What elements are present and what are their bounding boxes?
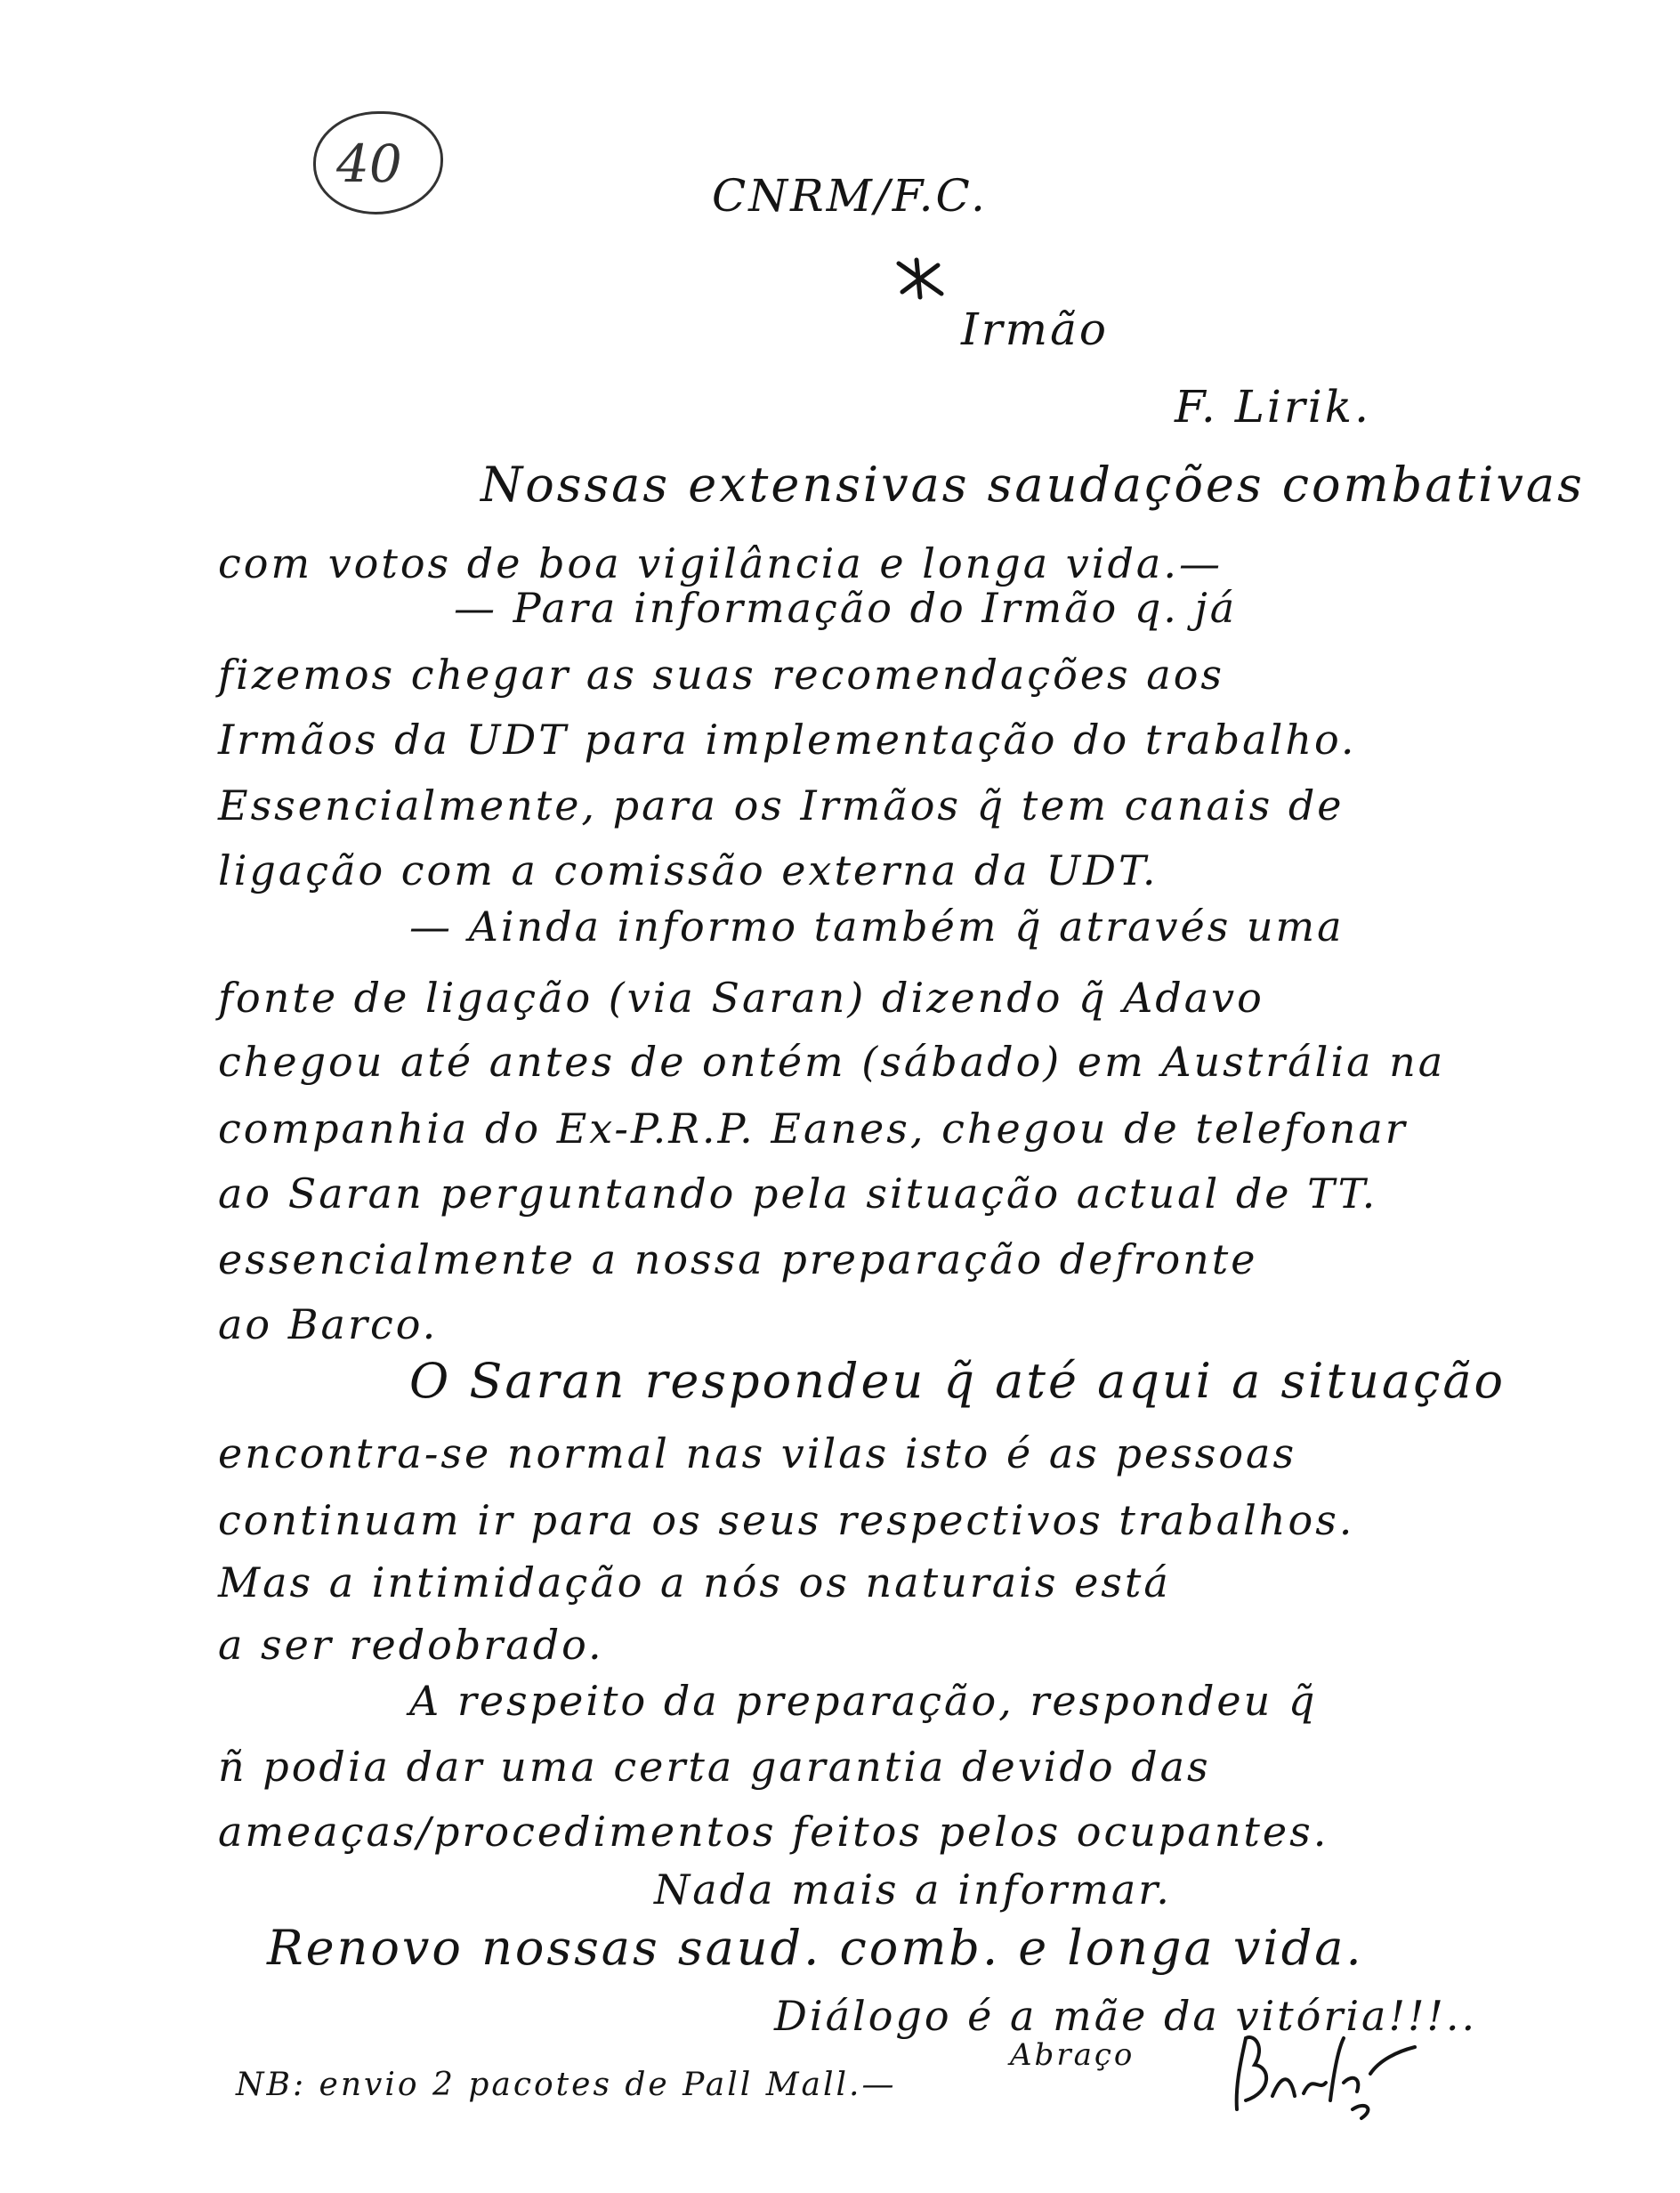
body-line: chegou até antes de ontém (sábado) em Austrália na: [218, 1038, 1446, 1086]
body-line: Nada mais a informar.: [654, 1865, 1172, 1914]
body-line: ligação com a comissão externa da UDT.: [218, 846, 1159, 894]
body-line: fonte de ligação (via Saran) dizendo q̃ Adavo: [218, 974, 1264, 1022]
body-line: ao Barco.: [218, 1300, 439, 1348]
body-line: companhia do Ex-P.R.P. Eanes, chegou de telefonar: [218, 1105, 1408, 1153]
body-line: a ser redobrado.: [218, 1621, 604, 1669]
body-line: Renovo nossas saud. comb. e longa vida.: [267, 1920, 1364, 1976]
body-line: com votos de boa vigilância e longa vida.—: [218, 539, 1223, 587]
asterisk-mark-icon: [890, 256, 952, 301]
body-line: — Ainda informo também q̃ através uma: [409, 902, 1345, 951]
header-code: CNRM/F.C.: [712, 170, 988, 222]
body-line: ameaças/procedimentos feitos pelos ocupantes.: [218, 1808, 1329, 1856]
body-line: encontra-se normal nas vilas isto é as pessoas: [218, 1429, 1297, 1477]
postscript: NB: envio 2 pacotes de Pall Mall.—: [236, 2067, 897, 2103]
closing-line: Diálogo é a mãe da vitória!!!..: [774, 1992, 1478, 2040]
body-line: A respeito da preparação, respondeu q̃: [409, 1677, 1318, 1725]
body-line: fizemos chegar as suas recomendações aos: [218, 651, 1225, 699]
body-line: Nossas extensivas saudações combativas: [481, 457, 1585, 513]
body-line: essencialmente a nossa preparação defronte: [218, 1235, 1258, 1283]
body-line: Mas a intimidação a nós os naturais está: [218, 1558, 1171, 1606]
salutation: Irmão: [961, 303, 1109, 355]
page-number: 40: [336, 134, 402, 194]
body-line: Irmãos da UDT para implementação do trabalho.: [218, 716, 1357, 764]
body-line: — Para informação do Irmão q. já: [454, 584, 1238, 632]
body-line: Essencialmente, para os Irmãos q̃ tem canais de: [218, 781, 1345, 829]
body-line: ao Saran perguntando pela situação actual de TT.: [218, 1169, 1378, 1218]
closing-abraco: Abraço: [1010, 2037, 1135, 2073]
body-line: ñ podia dar uma certa garantia devido das: [218, 1743, 1211, 1791]
body-line: continuam ir para os seus respectivos trabalhos.: [218, 1496, 1355, 1544]
handwritten-signature: [1219, 2011, 1433, 2127]
addressee: F. Lirik.: [1175, 381, 1371, 433]
body-line: O Saran respondeu q̃ até aqui a situação: [409, 1353, 1506, 1409]
